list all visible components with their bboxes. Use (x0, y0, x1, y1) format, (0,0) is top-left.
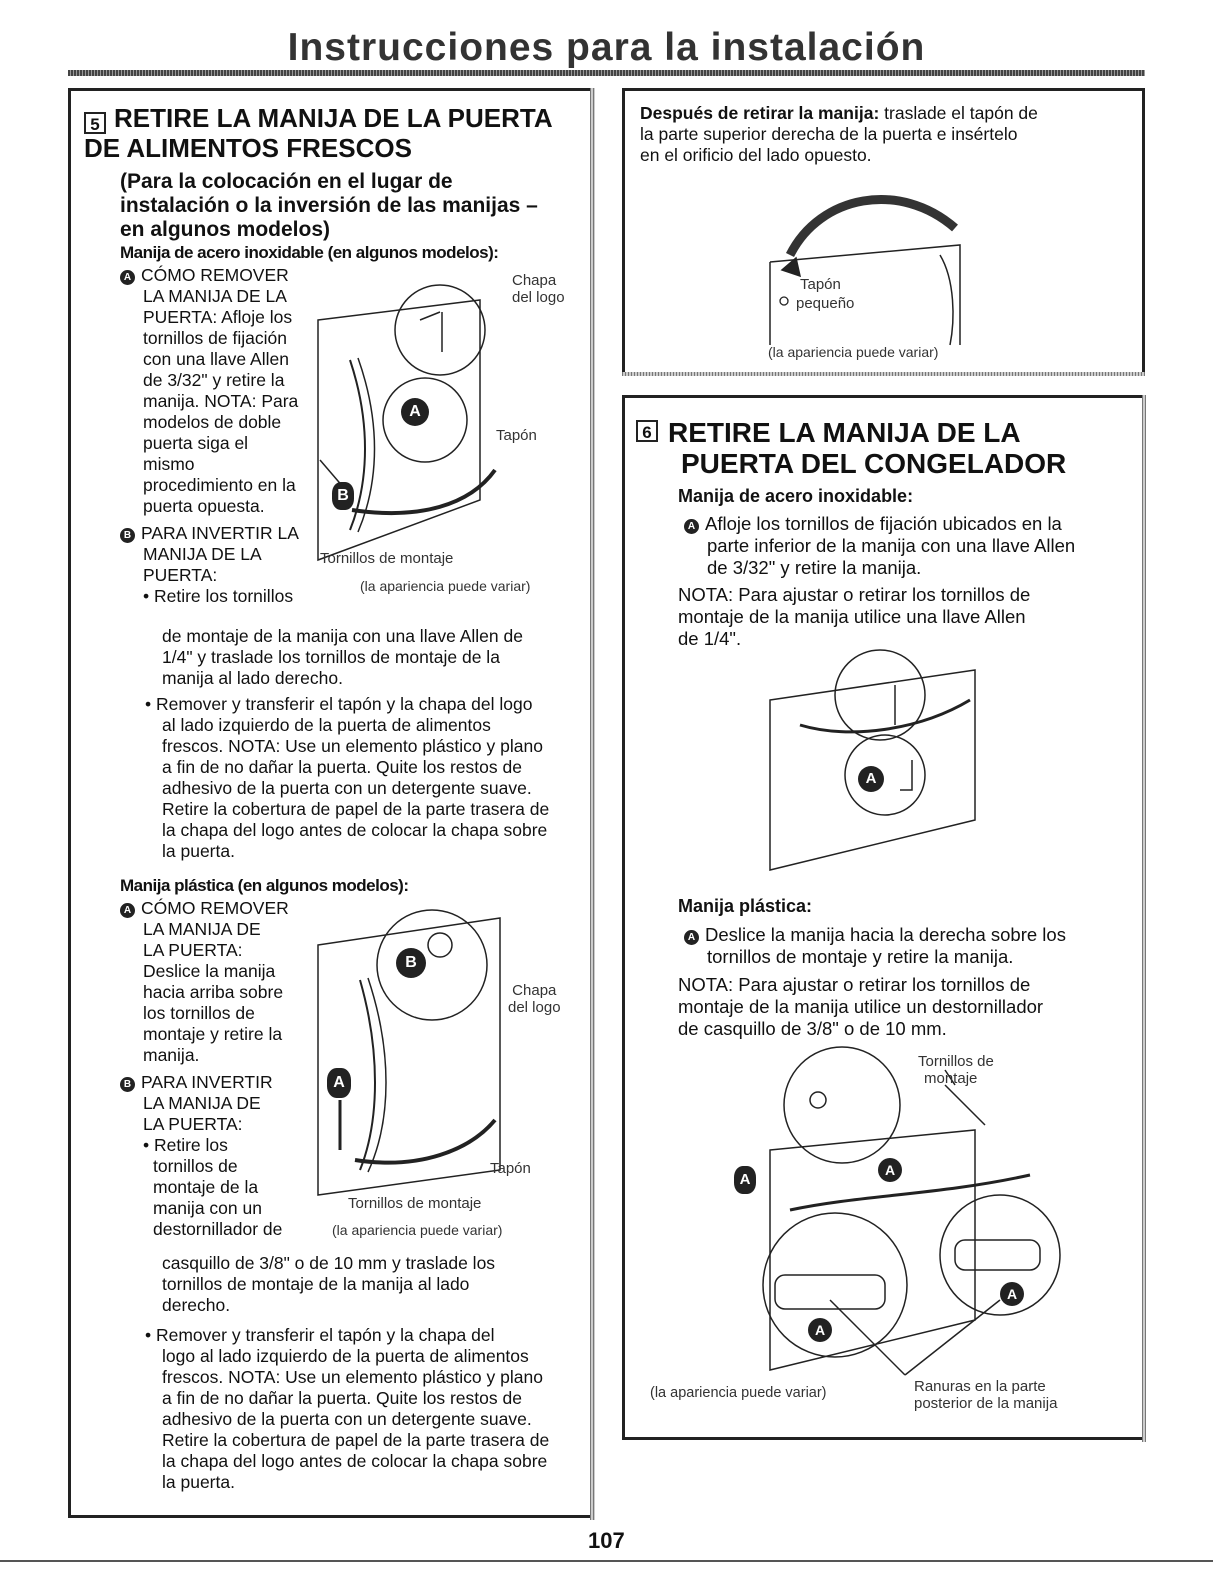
fig1-caption: (la apariencia puede variar) (360, 578, 531, 594)
freezer-plastic-title: Manija plástica: (678, 896, 813, 916)
step5-title: RETIRE LA MANIJA DE LA PUERTA DE ALIMENTOS FRESCOS (84, 103, 552, 163)
figure-marker-a-icon: A (1000, 1282, 1024, 1306)
step5-heading (84, 104, 584, 163)
plastic-handle-title: Manija plástica (en algunos modelos): (120, 876, 409, 895)
right-top-panel-shadow (622, 372, 1145, 376)
right-bottom-panel-shadow (1142, 395, 1146, 1442)
steel-a-line: de 3/32" y retire la (143, 370, 285, 390)
steel-b-line-1: B PARA INVERTIR LA (120, 523, 320, 544)
marker-a-icon: A (120, 270, 135, 285)
plastic-bullet-2: • Remover y transferir el tapón y la chapa del logo al lado izquierdo de la puerta de alimentos frescos. NOTA: Use un elemento plástico y plano a fin de no dañar la puerta. Quite los restos de adhesivo de la puerta con un detergente suave. Retire la cobertura de papel de la parte trasera de la chapa del logo antes de colocar la chapa sobre la puerta. (145, 1325, 550, 1492)
marker-a-icon: A (684, 519, 699, 534)
figure-marker-b-icon: B (396, 948, 426, 978)
bottom-rule (0, 1560, 1213, 1562)
marker-b-icon: B (120, 1077, 135, 1092)
fig1-chapa-label: Chapa del logo (512, 272, 565, 306)
plastic-step-a: A CÓMO REMOVER LA MANIJA DE LA PUERTA: Deslice la manija hacia arriba sobre los tornillos de montaje y retire la manija. B PARA INVERTIR LA MANIJA DE LA PUERTA: • Retire los tornillos de montaje de la manija con un destornillador de (120, 898, 320, 1240)
steel-a-line: puerta siga el (143, 433, 249, 453)
freezer-plastic-figure (0, 0, 1, 1)
steel-bullet-2: • Remover y transferir el tapón y la chapa del logo al lado izquierdo de la puerta de alimentos frescos. NOTA: Use un elemento plástico y plano a fin de no dañar la puerta. Quite los restos de adhesivo de la puerta con un detergente suave. Retire la cobertura de papel de la parte trasera de la chapa del logo antes de colocar la chapa sobre la puerta. (145, 694, 550, 861)
steel-a-line: modelos de doble (143, 412, 282, 432)
figure-marker-a-icon: A (401, 398, 429, 426)
fig2-caption: (la apariencia puede variar) (332, 1222, 503, 1238)
figure-marker-a-icon: A (734, 1166, 756, 1194)
fig-pequeno-label: pequeño (796, 295, 855, 312)
steel-a-line: tornillos de fijación (143, 328, 287, 348)
freezer-steel-step-a: A Afloje los tornillos de fijación ubicados en la parte inferior de la manija con una llave Allen de 3/32" y retire la manija. (684, 513, 1134, 579)
steel-a-line-1: A CÓMO REMOVER (120, 265, 320, 286)
steel-a-line: con una llave Allen (143, 349, 289, 369)
freezer-steel-title: Manija de acero inoxidable: (678, 486, 914, 506)
figure-marker-a-icon: A (858, 766, 884, 792)
steel-a-line: procedimiento en la (143, 475, 296, 495)
steel-a-line: manija. NOTA: Para (143, 391, 299, 411)
fig2-chapa-label: Chapa del logo (508, 982, 561, 1016)
steel-a-line: LA MANIJA DE LA (143, 286, 287, 306)
fig1-tapon-label: Tapón (496, 427, 537, 444)
marker-a-icon: A (684, 930, 699, 945)
marker-a-icon: A (120, 903, 135, 918)
right-top-text: Después de retirar la manija: traslade el tapón de la parte superior derecha de la puerta e insértelo en el orificio del lado opuesto. (640, 103, 1038, 165)
step5-subheading: (Para la colocación en el lugar de instalación o la inversión de las manijas – en algunos modelos) (120, 170, 538, 241)
page-number: 107 (588, 1528, 625, 1553)
figure-marker-a-icon: A (327, 1068, 351, 1098)
figure-marker-a-icon: A (808, 1318, 832, 1342)
fig-tapon-label: Tapón (800, 276, 841, 293)
right-top-lead: Después de retirar la manija: (640, 103, 880, 123)
right-top-caption: (la apariencia puede variar) (768, 344, 939, 360)
step6-heading: 6 RETIRE LA MANIJA DE LA PUERTA DEL CONGELADOR (636, 418, 1136, 478)
freezer-steel-note: NOTA: Para ajustar o retirar los tornillos de montaje de la manija utilice una llave Allen de 1/4". (678, 584, 1031, 649)
steel-bullet-1: • Retire los tornillos (143, 586, 294, 606)
freezer-plastic-note: NOTA: Para ajustar o retirar los tornillos de montaje de la manija utilice un destornillador de casquillo de 3/8" o de 10 mm. (678, 974, 1044, 1039)
figure-marker-a-icon: A (878, 1158, 902, 1182)
fig1-tornillos-label: Tornillos de montaje (320, 550, 454, 567)
steel-b-line: PUERTA: (143, 565, 218, 585)
step-number-box: 6 (636, 420, 658, 442)
marker-b-icon: B (120, 528, 135, 543)
fig2-tapon-label: Tapón (490, 1160, 531, 1177)
fig-tornillos-label: Tornillos de montaje (918, 1053, 994, 1087)
steel-b-line: MANIJA DE LA (143, 544, 262, 564)
fig2-tornillos-label: Tornillos de montaje (348, 1195, 482, 1212)
steel-a-line: PUERTA: Afloje los (143, 307, 293, 327)
figure-marker-b-icon: B (332, 482, 354, 510)
steel-bullet-1-cont: de montaje de la manija con una llave Allen de 1/4" y traslade los tornillos de montaje de la manija al lado derecho. (162, 626, 523, 688)
fig-ranuras-label: Ranuras en la parte posterior de la manija (914, 1378, 1058, 1412)
right-bottom-caption: (la apariencia puede variar) (650, 1385, 827, 1401)
title-rule (68, 70, 1145, 76)
plastic-step-b-cont: casquillo de 3/8" o de 10 mm y traslade los tornillos de montaje de la manija al lado derecho. (162, 1253, 496, 1315)
steel-step-a (120, 265, 320, 607)
steel-a-line: mismo (143, 454, 195, 474)
freezer-plastic-step-a: A Deslice la manija hacia la derecha sobre los tornillos de montaje y retire la manija. (684, 924, 1134, 968)
steel-a-line: puerta opuesta. (143, 496, 265, 516)
left-panel-shadow (590, 88, 595, 1520)
page-title: Instrucciones para la instalación (287, 26, 926, 69)
step-number-box: 5 (84, 112, 106, 134)
steel-handle-title: Manija de acero inoxidable (en algunos modelos): (120, 243, 499, 262)
